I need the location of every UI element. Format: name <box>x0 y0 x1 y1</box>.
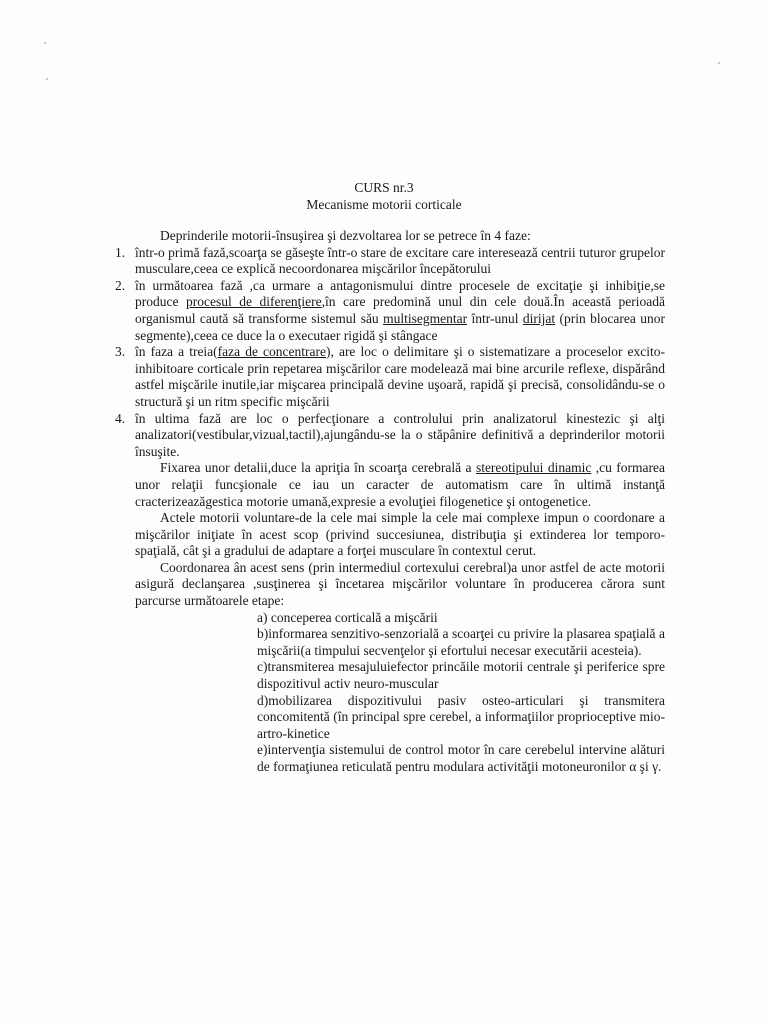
phase-item <box>115 344 665 410</box>
phases-list <box>115 245 665 461</box>
stage-item: e)intervenţia sistemului de control motor în care cerebelul intervine alături de formaţiunea reticulată pentru modulara activităţii motoneuronilor α şi γ. <box>257 742 665 774</box>
phase-text: în faza a treia( <box>135 344 218 360</box>
underlined-term: dirijat <box>522 310 556 326</box>
underlined-term: procesul de diferenţiere <box>185 294 322 310</box>
phase-text: în următoarea fază ,ca urmare a antagonismului dintre procesele de excitaţie şi inhibiţie,se produce <box>135 277 665 310</box>
scan-speck <box>718 62 720 64</box>
underlined-term: multisegmentar <box>383 310 468 326</box>
phase-text: ), are loc o delimitare şi o sistematizare a proceselor excito-inhibitoare corticale prin repetarea mişcărilor care modelează mai bine arcurile reflexe, dispărând astfel mişcările inutile,iar mişcarea principală devine uşoară, rapidă şi precisă, consolidându-se o structură şi un ritm specific mişcării <box>135 344 665 409</box>
phase-item <box>115 411 665 461</box>
stage-item: d)mobilizarea dispozitivului pasiv osteo-articulari şi transmitera concomitentă (în principal spre cerebel, a informaţiilor proprioceptive mio-artro-kinetice <box>257 692 665 741</box>
paragraph-text: ,cu formarea unor relaţii funcşionale ce iau un caracter de automatism care în ultimă instanţă cracterizeazăgestica motorie umană,expresie a evoluţiei filogenetice şi ontogenetice. <box>135 460 665 509</box>
phase-text: (prin blocarea unor segmente),ceea ce duce la o executaer rigidă şi stângace <box>135 310 666 343</box>
phase-text: în ultima fază are loc o perfecţionare a controlului prin analizatorul kinestezic şi alţi analizatori(vestibular,vizual,tactil),ajungându-se la o stăpânire definitivă a deprinderilor motorii însuşite. <box>135 410 665 459</box>
motor-acts-paragraph: Actele motorii voluntare-de la cele mai simple la cele mai complexe impun o coordonare a mişcărilor iniţiate în acest scop (privind succesiunea, distribuţia şi extinderea lor temporo-spaţială, cât şi a gradului de adaptare a forţei musculare în contextul cerut. <box>135 510 665 559</box>
stage-item: a) conceperea corticală a mişcării <box>257 609 438 625</box>
phase-number: 3. <box>115 344 126 360</box>
phase-number: 4. <box>115 410 126 426</box>
coordination-paragraph: Coordonarea ân acest sens (prin intermediul cortexului cerebral)a unor astfel de acte motorii asigură declanşarea ,susţinerea şi încetarea mişcărilor voluntare în producerea cărora sunt parcurse următoarele etape: <box>135 559 665 609</box>
stage-item: b)informarea senzitivo-senzorială a scoarţei cu privire la plasarea spaţială a mişcării(a timpului secvenţelor şi efortului necesar executării acesteia). <box>257 626 665 658</box>
phase-item <box>115 278 665 344</box>
stages-list <box>115 610 665 776</box>
stage-item: c)transmiterea mesajuluiefector princăile motorii centrale şi periferice spre dispozitivul activ neuro-muscular <box>257 659 665 692</box>
document-body <box>115 228 665 776</box>
paragraph-text: Fixarea unor detalii,duce la apriţia în scoarţa cerebrală a <box>160 460 476 476</box>
fixation-paragraph <box>115 460 665 510</box>
scan-speck <box>44 42 46 44</box>
underlined-term: faza de concentrare <box>217 344 326 360</box>
scan-speck <box>46 78 48 80</box>
phase-item <box>115 245 665 278</box>
phase-text: într-unul <box>467 310 523 326</box>
page-title: Mecanisme motorii corticale <box>306 197 462 212</box>
intro-paragraph: Deprinderile motorii-însuşirea şi dezvoltarea lor se petrece în 4 faze: <box>160 228 531 243</box>
course-number: CURS nr.3 <box>354 180 414 195</box>
phase-number: 2. <box>115 277 126 293</box>
phase-number: 1. <box>115 244 126 260</box>
phase-text: ,în care predomină unul din cele două.În această perioadă organismul caută să transforme sistemul său <box>135 294 666 326</box>
underlined-term: stereotipului dinamic <box>475 460 592 476</box>
phase-text: într-o primă fază,scoarţa se găseşte într-o stare de excitare care interesează centrii tuturor grupelor musculare,ceea ce explică necoordonarea mişcărilor începătorului <box>135 244 665 277</box>
